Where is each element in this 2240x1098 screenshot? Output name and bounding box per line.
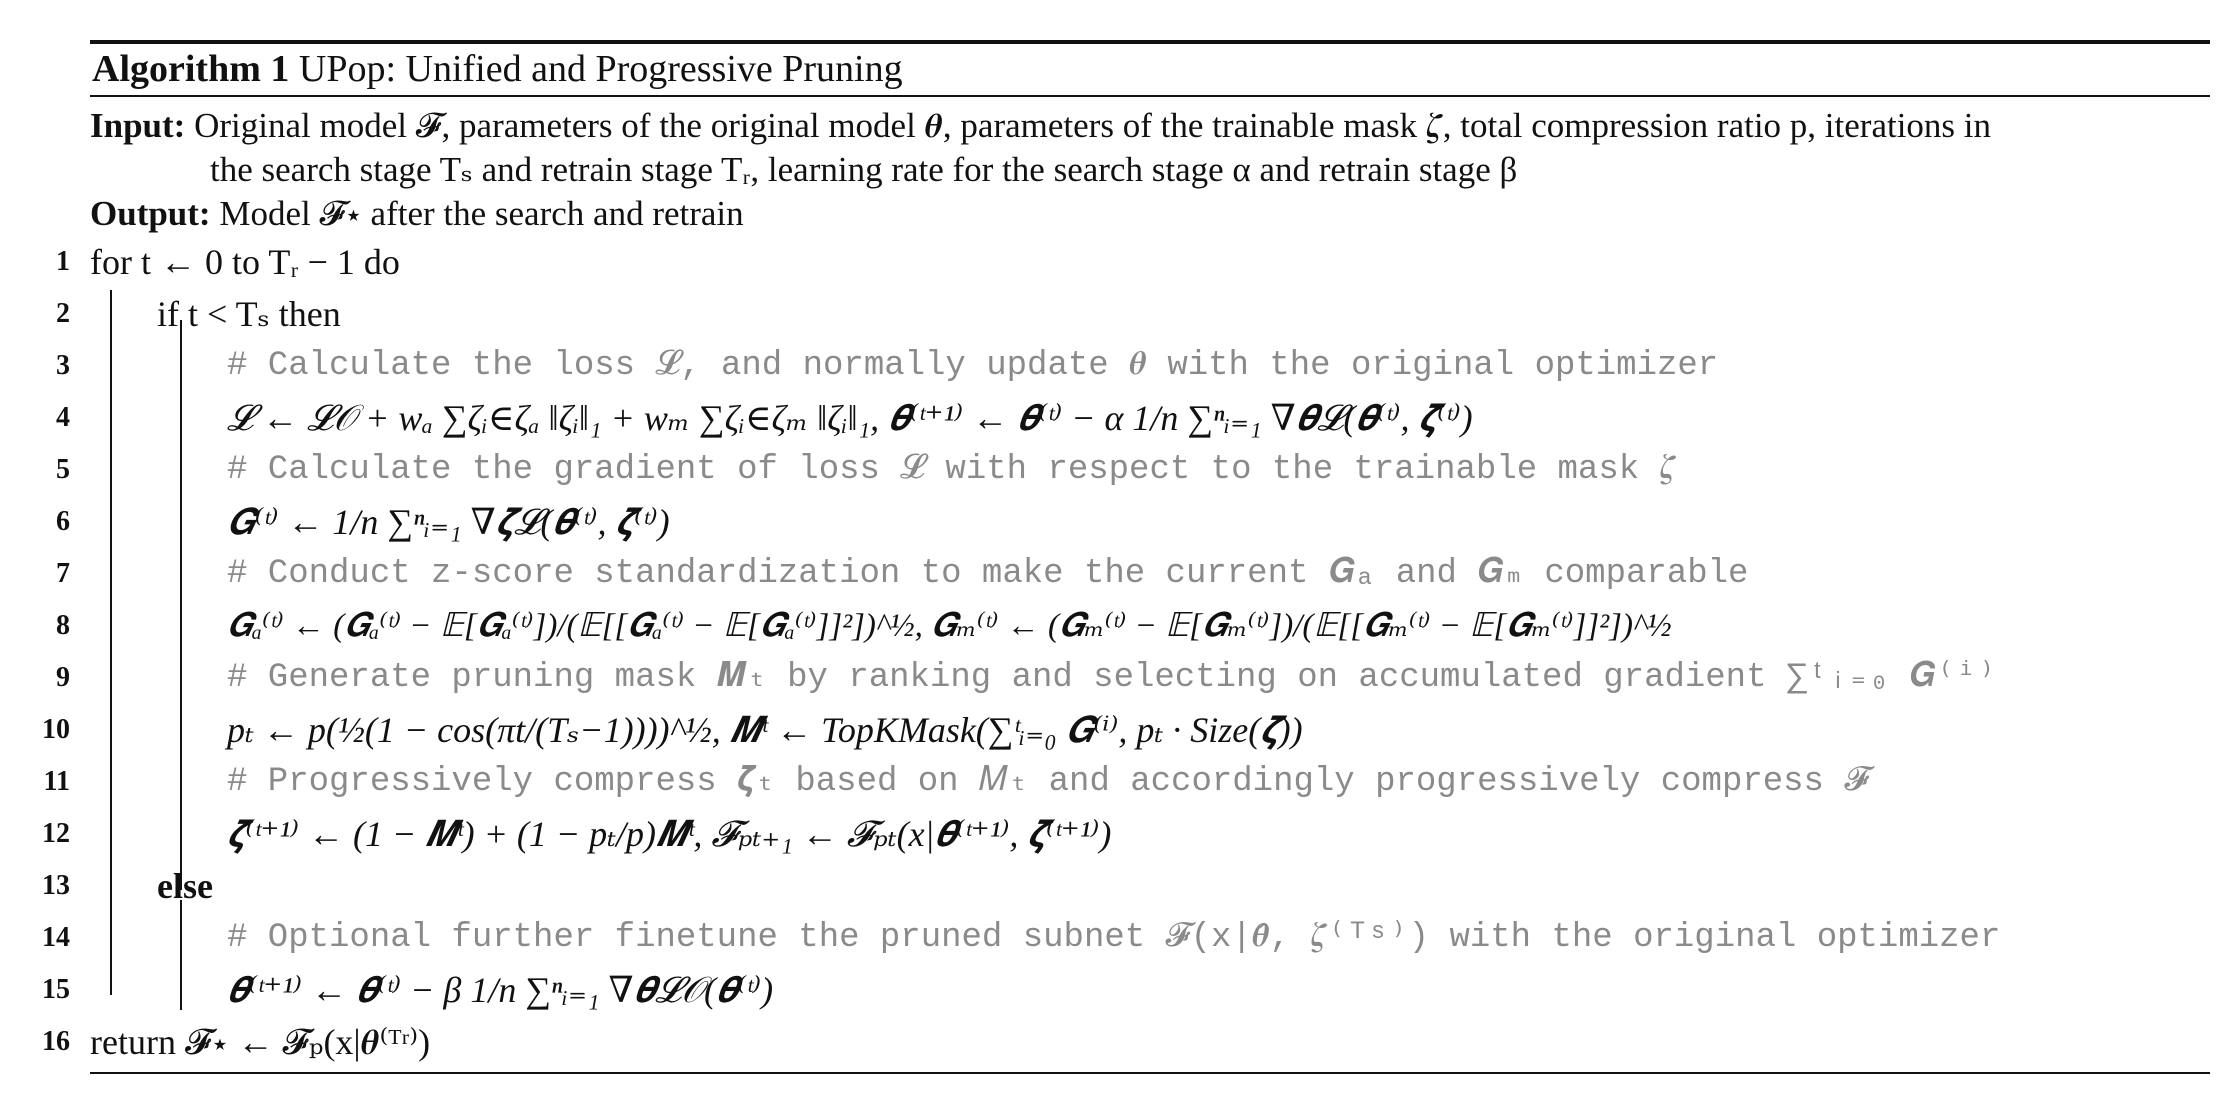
line-number: 5 bbox=[56, 454, 70, 485]
line-text: 𝜻⁽ᵗ⁺¹⁾ ← (1 − 𝑴ᵗ) + (1 − pₜ/p)𝑴ᵗ, 𝓕ₚₜ₊₁ ← 𝓕ₚₜ(x|𝜽⁽ᵗ⁺¹⁾, 𝜻⁽ᵗ⁺¹⁾) bbox=[227, 814, 1112, 854]
comment-text: # Generate pruning mask 𝑴ₜ by ranking and selecting on accumulated gradient ∑ᵗᵢ₌₀ 𝑮⁽ⁱ⁾ bbox=[227, 659, 1997, 697]
algo-line-6 bbox=[0, 496, 2240, 548]
line-text: pₜ ← p(½(1 − cos(πt/(Tₛ−1))))^½, 𝑴ᵗ ← TopKMask(∑ᵗᵢ₌₀ 𝑮⁽ⁱ⁾, pₜ · Size(𝜻)) bbox=[227, 710, 1303, 750]
algo-line-1 bbox=[0, 236, 2240, 288]
algo-line-7 bbox=[0, 548, 2240, 600]
line-text: 𝓛 ← 𝓛𝒪 + wₐ ∑ζᵢ∈ζₐ ‖ζᵢ‖₁ + wₘ ∑ζᵢ∈ζₘ ‖ζᵢ‖₁, 𝜽⁽ᵗ⁺¹⁾ ← 𝜽⁽ᵗ⁾ − α 1/n ∑ⁿᵢ₌₁ ∇𝜽𝓛(𝜽⁽ᵗ⁾, 𝜻⁽ᵗ⁾) bbox=[227, 398, 1473, 438]
algo-line-14 bbox=[0, 912, 2240, 964]
input-text-2: the search stage Tₛ and retrain stage Tᵣ, learning rate for the search stage α and retrain stage β bbox=[210, 150, 1518, 189]
line-number: 11 bbox=[43, 766, 70, 797]
line-number: 1 bbox=[56, 246, 70, 277]
line-number: 10 bbox=[42, 714, 70, 745]
line-text: else bbox=[157, 866, 213, 906]
comment-text: # Conduct z-score standardization to make the current 𝑮ₐ and 𝑮ₘ comparable bbox=[227, 555, 1749, 593]
line-number: 3 bbox=[56, 350, 70, 381]
input-line-1 bbox=[90, 104, 1991, 148]
line-number: 7 bbox=[56, 558, 70, 589]
line-number: 4 bbox=[56, 402, 70, 433]
bottom-rule bbox=[90, 1072, 2210, 1074]
line-number: 6 bbox=[56, 506, 70, 537]
line-text: if t < Tₛ then bbox=[157, 294, 341, 334]
line-text: 𝑮⁽ᵗ⁾ ← 1/n ∑ⁿᵢ₌₁ ∇𝜻𝓛(𝜽⁽ᵗ⁾, 𝜻⁽ᵗ⁾) bbox=[227, 502, 670, 542]
algorithm-title bbox=[92, 44, 903, 94]
comment-text: # Calculate the gradient of loss 𝓛 with respect to the trainable mask 𝜻 bbox=[227, 451, 1676, 489]
line-number: 15 bbox=[42, 974, 70, 1005]
line-number: 9 bbox=[56, 662, 70, 693]
output-text: Model 𝓕⋆ after the search and retrain bbox=[219, 194, 744, 233]
output-line bbox=[90, 192, 744, 236]
algo-line-9 bbox=[0, 652, 2240, 704]
algo-line-2 bbox=[0, 288, 2240, 340]
line-text: return 𝓕⋆ ← 𝓕ₚ(x|𝜽⁽ᵀʳ⁾) bbox=[90, 1022, 431, 1062]
algo-line-4 bbox=[0, 392, 2240, 444]
algo-line-16 bbox=[0, 1016, 2240, 1068]
algo-line-13 bbox=[0, 860, 2240, 912]
line-number: 8 bbox=[56, 610, 70, 641]
algo-line-3 bbox=[0, 340, 2240, 392]
algorithm-name: UPop: Unified and Progressive Pruning bbox=[298, 48, 903, 90]
input-line-2 bbox=[210, 148, 1517, 192]
algo-line-8 bbox=[0, 600, 2240, 652]
comment-text: # Calculate the loss 𝓛, and normally update 𝜽 with the original optimizer bbox=[227, 347, 1719, 385]
input-text-1: Original model 𝓕, parameters of the original model 𝜽, parameters of the trainable mask 𝜻, total compression ratio p, iterations in bbox=[194, 106, 1992, 145]
algo-line-10 bbox=[0, 704, 2240, 756]
line-text: 𝜽⁽ᵗ⁺¹⁾ ← 𝜽⁽ᵗ⁾ − β 1/n ∑ⁿᵢ₌₁ ∇𝜽𝓛𝒪(𝜽⁽ᵗ⁾) bbox=[227, 970, 774, 1010]
line-number: 16 bbox=[42, 1026, 70, 1057]
comment-text: # Optional further finetune the pruned subnet 𝓕(x|𝜽̂, 𝜻⁽ᵀˢ⁾) with the original optimizer bbox=[227, 919, 2001, 957]
line-text: 𝑮ₐ⁽ᵗ⁾ ← (𝑮ₐ⁽ᵗ⁾ − 𝔼[𝑮ₐ⁽ᵗ⁾])/(𝔼[[𝑮ₐ⁽ᵗ⁾ − 𝔼[𝑮ₐ⁽ᵗ⁾]]²])^½, 𝑮ₘ⁽ᵗ⁾ ← (𝑮ₘ⁽ᵗ⁾ − 𝔼[𝑮ₘ⁽ᵗ⁾])/(𝔼[[𝑮ₘ⁽ᵗ⁾ − 𝔼[𝑮ₘ⁽ᵗ⁾]]²])^½ bbox=[227, 608, 1672, 644]
algo-line-12 bbox=[0, 808, 2240, 860]
algo-line-5 bbox=[0, 444, 2240, 496]
algorithm-label: Algorithm 1 bbox=[92, 48, 290, 90]
input-label: Input: bbox=[90, 106, 186, 145]
algo-line-15 bbox=[0, 964, 2240, 1016]
comment-text: # Progressively compress 𝜻ₜ based on 𝑀ₜ and accordingly progressively compress 𝓕 bbox=[227, 763, 1870, 801]
line-number: 12 bbox=[42, 818, 70, 849]
title-rule bbox=[90, 95, 2210, 97]
line-number: 13 bbox=[42, 870, 70, 901]
line-number: 2 bbox=[56, 298, 70, 329]
algo-line-11 bbox=[0, 756, 2240, 808]
output-label: Output: bbox=[90, 194, 211, 233]
line-text: for t ← 0 to Tᵣ − 1 do bbox=[90, 242, 400, 282]
line-number: 14 bbox=[42, 922, 70, 953]
